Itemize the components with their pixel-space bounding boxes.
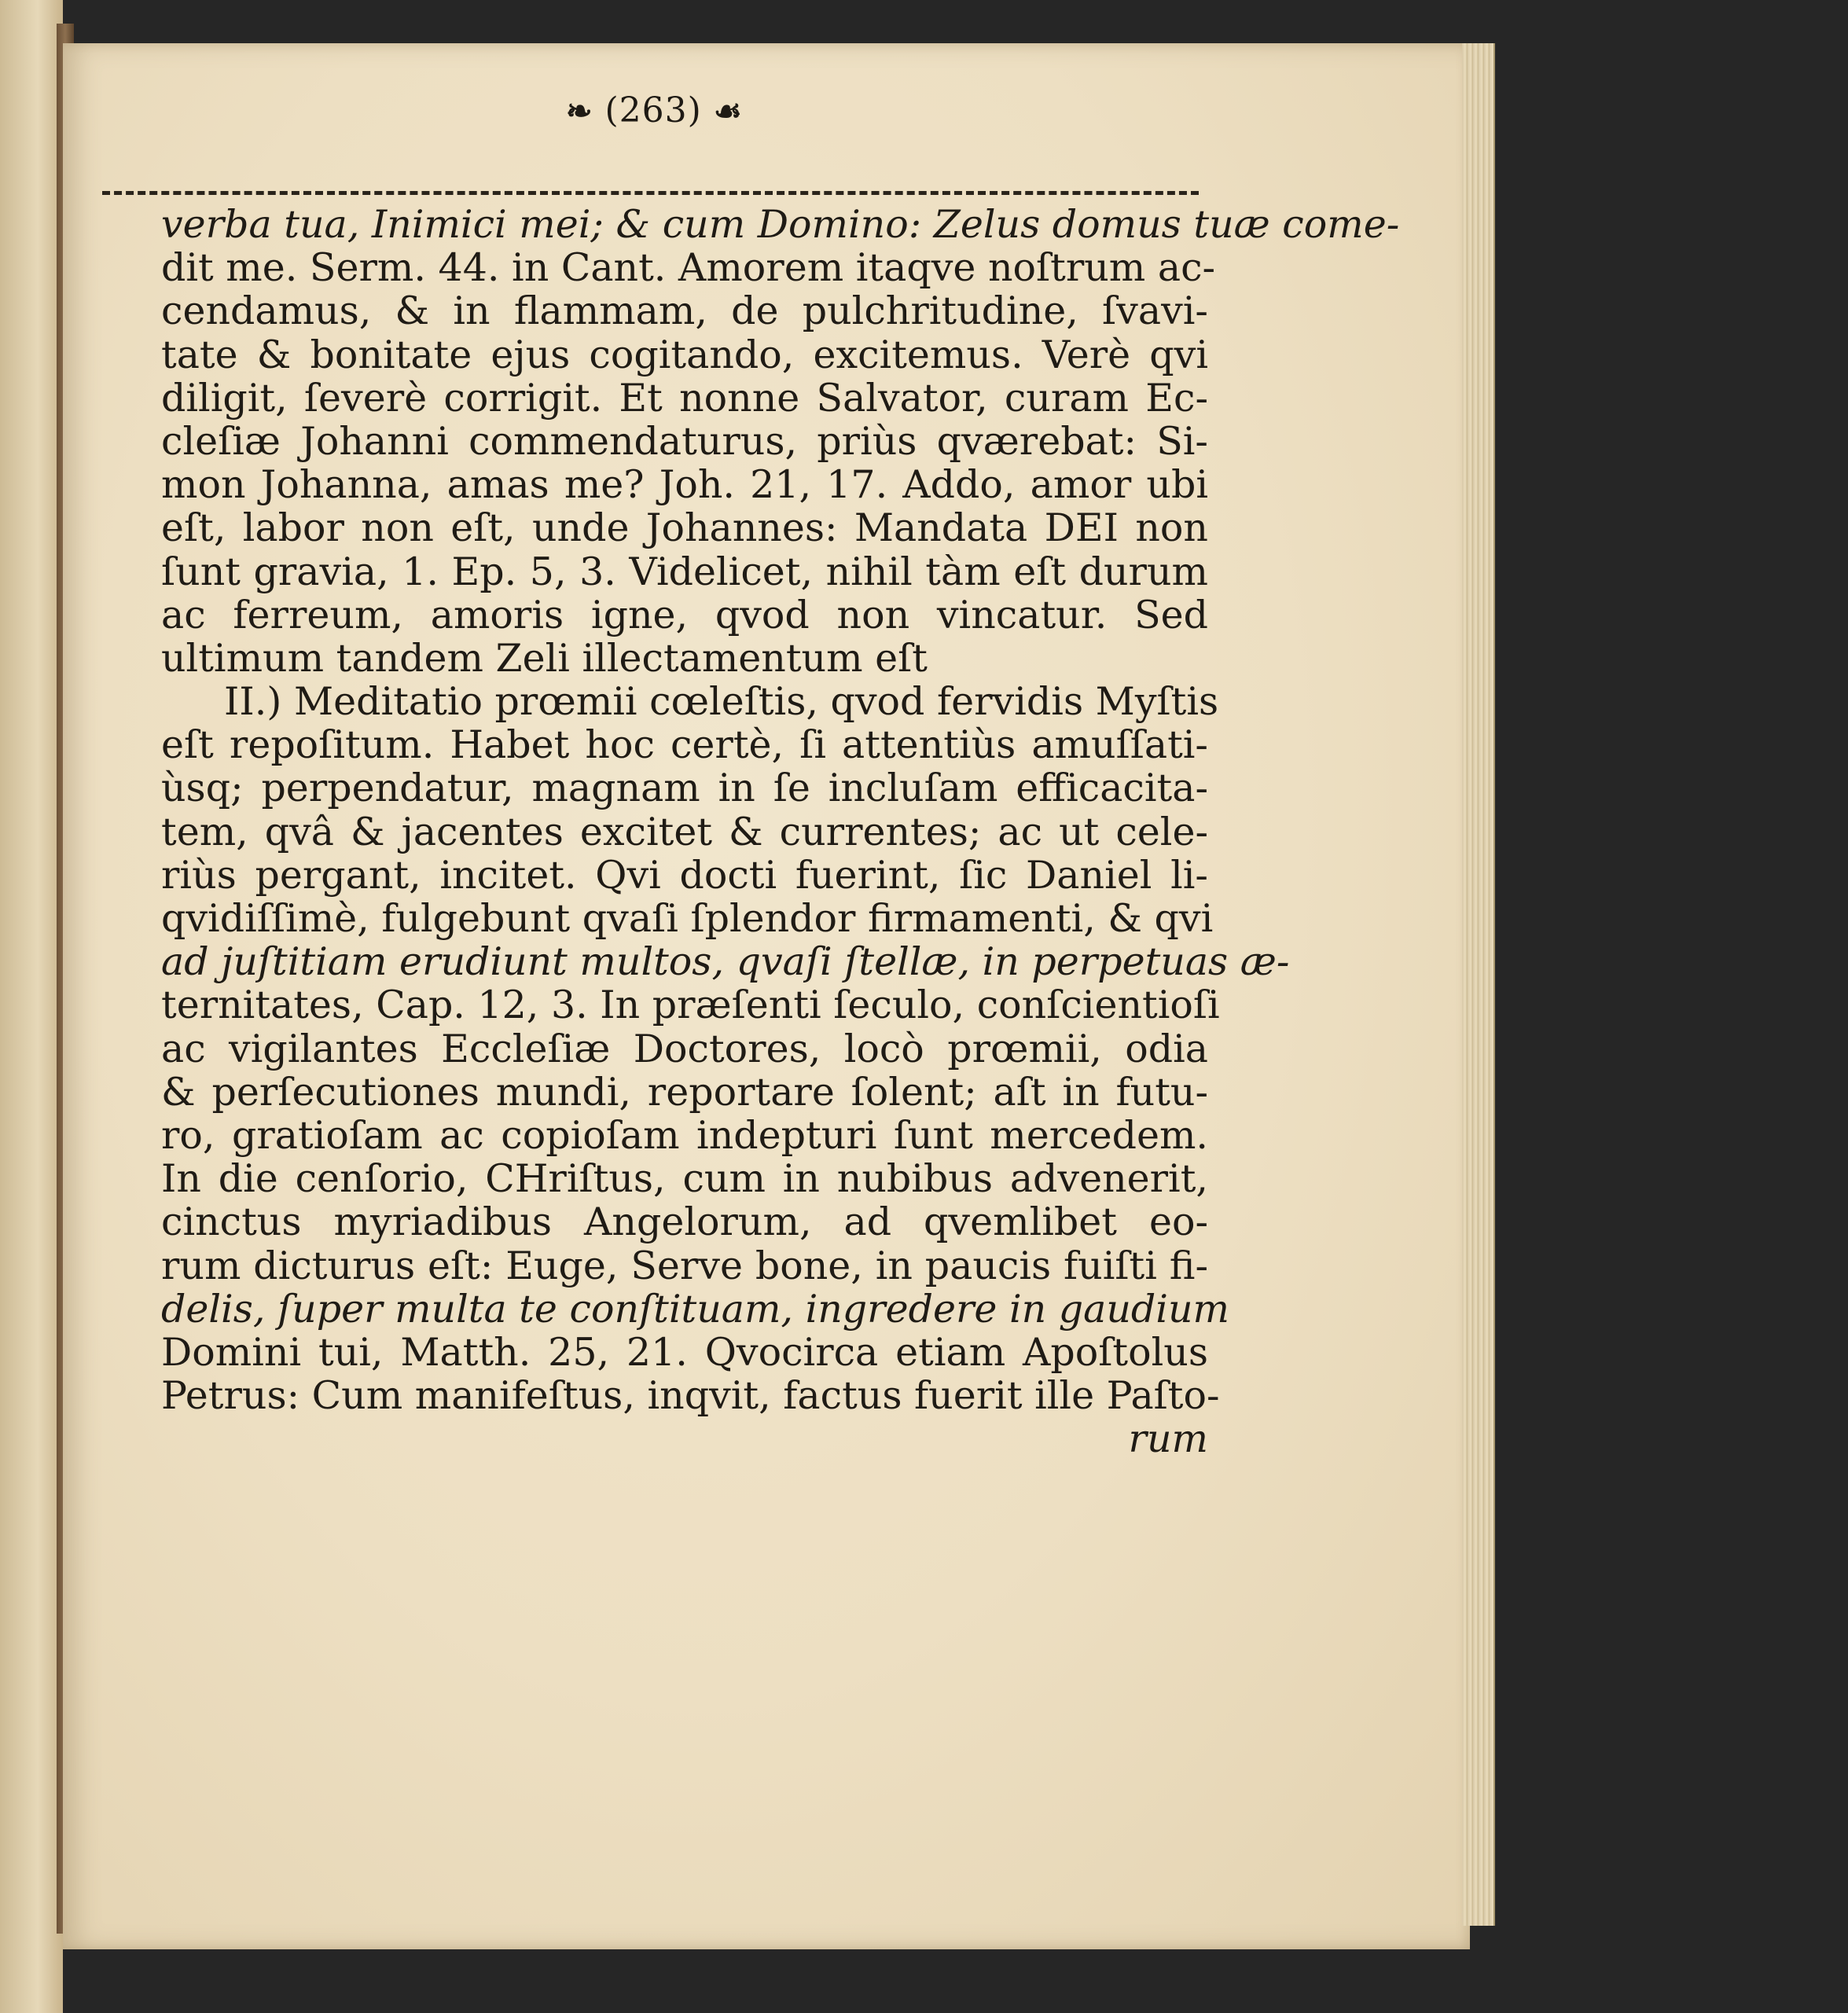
text-line: dit me. Serm. 44. in Cant. Amorem itaqve noſtrum ac- xyxy=(161,245,1216,291)
text-line: In die cenſorio, CHriſtus, cum in nubibus advenerit, xyxy=(161,1156,1208,1202)
page-stack-edge xyxy=(1462,43,1495,1926)
left-page-edge xyxy=(0,0,63,2013)
text-line: II.) Meditatio prœmii cœleſtis, qvod fervidis Myſtis xyxy=(224,679,1219,725)
header-rule xyxy=(102,191,1199,195)
text-line: eſt, labor non eſt, unde Johannes: Mandata DEI non xyxy=(161,505,1208,551)
page-header xyxy=(102,90,1199,138)
text-line: cleſiæ Johanni commendaturus, priùs qværebat: Si- xyxy=(161,418,1208,464)
left-ornament-icon: ❧ xyxy=(566,93,593,130)
text-line: Petrus: Cum manifeſtus, inqvit, factus fuerit ille Paſto- xyxy=(161,1373,1220,1419)
text-line: ultimum tandem Zeli illectamentum eſt xyxy=(161,635,928,681)
text-line: verba tua, Inimici mei; & cum Domino: Zelus domus tuæ come- xyxy=(161,202,1400,247)
text-line: ternitates, Cap. 12, 3. In præſenti ſeculo, conſcientioſi xyxy=(161,983,1220,1028)
text-line: ro, gratioſam ac copioſam indepturi ſunt mercedem. xyxy=(161,1112,1208,1158)
text-line: diligit, ſeverè corrigit. Et nonne Salvator, curam Ec- xyxy=(161,375,1208,421)
text-line: ac vigilantes Eccleſiæ Doctores, locò prœmii, odia xyxy=(161,1026,1208,1071)
text-line: cinctus myriadibus Angelorum, ad qvemlibet eo- xyxy=(161,1199,1208,1245)
page-number-text: (263) xyxy=(604,90,702,130)
text-line: & perſecutiones mundi, reportare ſolent; aſt in futu- xyxy=(161,1069,1208,1115)
text-line: riùs pergant, incitet. Qvi docti fuerint, ſic Daniel li- xyxy=(161,852,1208,898)
text-line: tate & bonitate ejus cogitando, excitemus. Verè qvi xyxy=(161,332,1208,377)
text-line: mon Johanna, amas me? Joh. 21, 17. Addo, amor ubi xyxy=(161,462,1208,508)
text-line: ùsq; perpendatur, magnam in ſe incluſam efficacita- xyxy=(161,766,1208,811)
text-line: qvidiſſimè, fulgebunt qvaſi ſplendor firmamenti, & qvi xyxy=(161,896,1214,941)
text-line: ſunt gravia, 1. Ep. 5, 3. Videlicet, nihil tàm eſt durum xyxy=(161,549,1208,594)
catchword: rum xyxy=(1128,1416,1208,1462)
text-line: cendamus, & in flammam, de pulchritudine, ſvavi- xyxy=(161,288,1208,334)
text-line: eſt repoſitum. Habet hoc certè, ſi attentiùs amuſſati- xyxy=(161,722,1208,768)
page-number xyxy=(566,90,743,130)
text-line: ac ferreum, amoris igne, qvod non vincatur. Sed xyxy=(161,592,1208,637)
text-line: rum dicturus eſt: Euge, Serve bone, in paucis fuiſti fi- xyxy=(161,1243,1208,1288)
text-line: tem, qvâ & jacentes excitet & currentes; ac ut cele- xyxy=(161,809,1208,854)
text-line: ad juſtitiam erudiunt multos, qvaſi ſtellæ, in perpetuas æ- xyxy=(161,939,1290,985)
text-line: delis, ſuper multa te conſtituam, ingredere in gaudium xyxy=(161,1286,1229,1332)
right-ornament-icon: ☙ xyxy=(713,93,743,130)
text-line: Domini tui, Matth. 25, 21. Qvocirca etiam Apoſtolus xyxy=(161,1329,1208,1375)
body-text xyxy=(161,202,1400,1462)
